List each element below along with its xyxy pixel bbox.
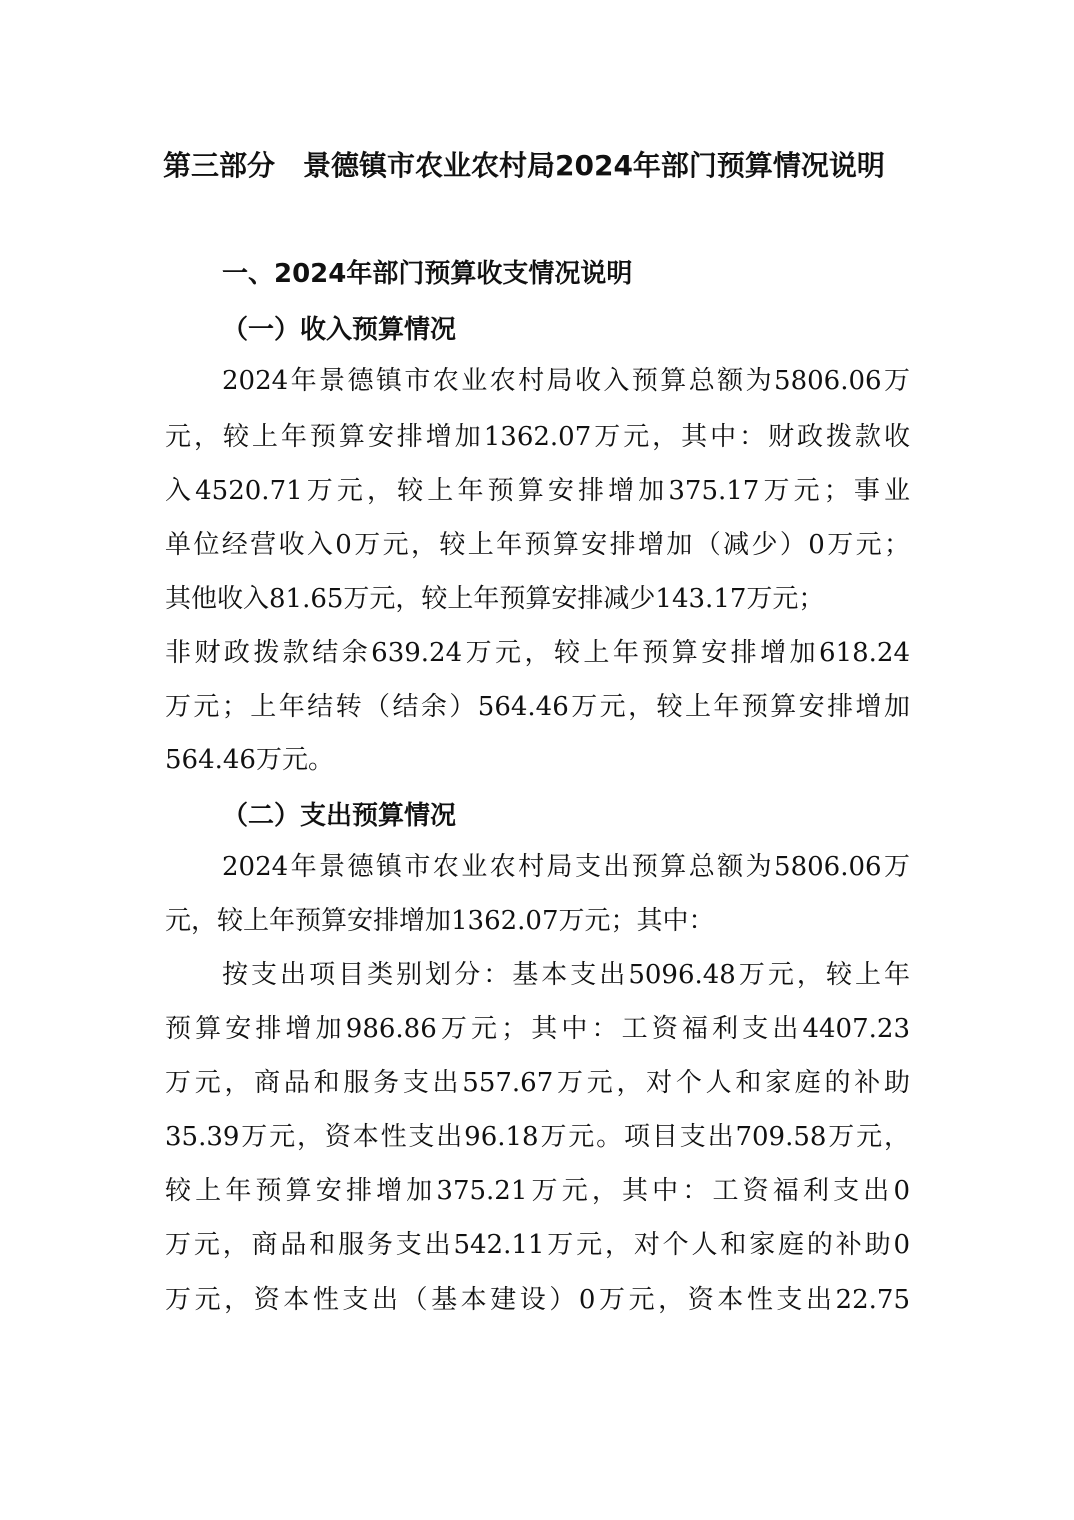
text-line: 35.39万元，资本性支出96.18万元。项目支出709.58万元， <box>165 1122 910 1152</box>
text-line: 较上年预算安排增加375.21万元，其中：工资福利支出0 <box>165 1176 910 1206</box>
text-line: 2024年景德镇市农业农村局支出预算总额为5806.06万 <box>222 852 910 882</box>
text-line: 万元，资本性支出（基本建设）0万元，资本性支出22.75 <box>165 1285 910 1315</box>
section-heading: 一、2024年部门预算收支情况说明 <box>222 259 633 289</box>
text-line: 入4520.71万元，较上年预算安排增加375.17万元；事业 <box>165 476 910 506</box>
page-title: 第三部分 景德镇市农业农村局2024年部门预算情况说明 <box>163 149 885 182</box>
text-line: 元，较上年预算安排增加1362.07万元；其中： <box>165 906 715 936</box>
text-line: 单位经营收入0万元，较上年预算安排增加（减少）0万元； <box>165 530 910 560</box>
text-line: 元，较上年预算安排增加1362.07万元，其中：财政拨款收 <box>165 422 910 452</box>
expense-heading: （二）支出预算情况 <box>222 801 457 831</box>
text-line: 2024年景德镇市农业农村局收入预算总额为5806.06万 <box>222 366 910 396</box>
text-line: 预算安排增加986.86万元；其中：工资福利支出4407.23 <box>165 1014 910 1044</box>
text-line: 564.46万元。 <box>165 745 334 775</box>
text-line: 万元，商品和服务支出542.11万元，对个人和家庭的补助0 <box>165 1230 910 1260</box>
text-line: 其他收入81.65万元，较上年预算安排减少143.17万元； <box>165 584 825 614</box>
text-line: 非财政拨款结余639.24万元，较上年预算安排增加618.24 <box>165 638 910 668</box>
income-heading: （一）收入预算情况 <box>222 315 457 345</box>
text-line: 万元，商品和服务支出557.67万元，对个人和家庭的补助 <box>165 1068 910 1098</box>
text-line: 按支出项目类别划分：基本支出5096.48万元，较上年 <box>222 960 910 990</box>
text-line: 万元；上年结转（结余）564.46万元，较上年预算安排增加 <box>165 692 910 722</box>
